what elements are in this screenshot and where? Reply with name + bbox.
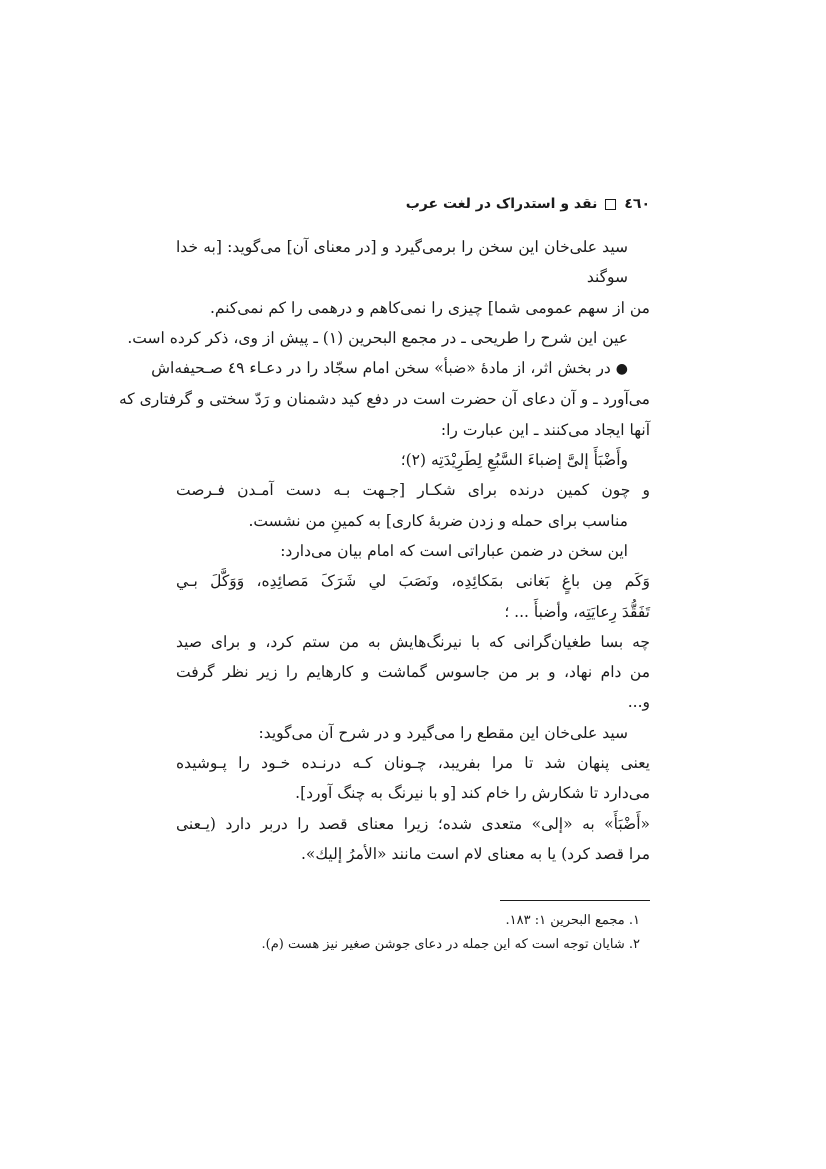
footnote-item: ۲. شایان توجه است که این جمله در دعای جوشن صغیر نیز هست (م). [261, 937, 640, 952]
text-line: من از سهم عمومی شما] چیزی را نمی‌کاهم و درهمی را کم نمی‌کنم. [209, 298, 650, 317]
arabic-quote-line: وَکَم مِن باغٍ بَغانی بمَکائِدِه، ونَصَبَ لي شَرَکَ مَصائِدِه، وَوَکَّلَ بـي [176, 572, 650, 591]
text-line: مرا قصد کرد) یا به معنای لام است مانند «الأمرُ إلیك». [300, 844, 650, 863]
text-line: یعنی پنهان شد تا مرا بفریبد، چـونان کـه درنـده خـود را پـوشیده [176, 754, 650, 773]
text-line: این سخن در ضمن عباراتی است که امام بیان می‌دارد: [280, 541, 628, 560]
text-line: و... [627, 693, 650, 712]
bullet-icon: ● [615, 361, 628, 378]
text-line: مناسب برای حمله و زدن ضربهٔ کاری] به کمینِ من نشست. [248, 511, 628, 530]
footnotes [176, 909, 650, 957]
text-line: آنها ایجاد می‌کنند ـ این عبارت را: [440, 420, 650, 439]
text-line: و چون کمین درنده برای شکـار [جـهت بـه دست آمـدن فـرصت [176, 481, 650, 500]
text-line: سید علی‌خان این سخن را برمی‌گیرد و [در معنای آن] می‌گوید: [به خدا سوگند [176, 238, 628, 287]
bullet-paragraph-line [151, 353, 650, 384]
square-icon [605, 199, 616, 210]
text-line: در بخش اثر، از مادهٔ «ضبأ» سخن امام سجّاد را در دعـاء ٤٩ صـحیفه‌اش [151, 359, 611, 378]
body-text [118, 232, 650, 869]
footnote-item: ۱. مجمع البحرین ۱: ۱۸۳. [505, 913, 640, 928]
footnote-divider [500, 900, 650, 901]
text-line: می‌آورد ـ و آن دعای آن حضرت است در دفع کید دشمنان و رَدّ سختی و گرفتاری که [118, 390, 650, 409]
arabic-quote-line: وأَضْبَأَ إلیَّ إضباءَ السَّبُعِ لِطَرِیْدَتِه (۲)؛ [400, 451, 628, 470]
text-line: سید علی‌خان این مقطع را می‌گیرد و در شرح آن می‌گوید: [258, 723, 628, 742]
text-line: من دام نهاد، و بر من جاسوس گماشت و کارهایم را زیر نظر گرفت [176, 663, 650, 682]
running-header [176, 196, 650, 212]
text-line: «أَضْبَأَ» به «إلی» متعدی شده؛ زیرا معنای قصد را دربر دارد (یـعنی [176, 814, 650, 833]
page-number: ٤٦٠ [624, 196, 650, 212]
text-line: عین این شرح را طریحی ـ در مجمع البحرین (۱) ـ پیش از وی، ذکر کرده است. [127, 328, 628, 347]
text-line: چه بسا طغیان‌گرانی که با نیرنگ‌هایش به من ستم کرد، و برای صید [176, 632, 650, 651]
arabic-quote-line: تَفَقُّدَ رِعایَتِه، وأضبأَ ... ؛ [504, 602, 650, 621]
running-title: نقد و استدراک در لغت عرب [405, 196, 598, 212]
text-line: می‌دارد تا شکارش را خام کند [و با نیرنگ به چنگ آورد]. [295, 784, 650, 803]
